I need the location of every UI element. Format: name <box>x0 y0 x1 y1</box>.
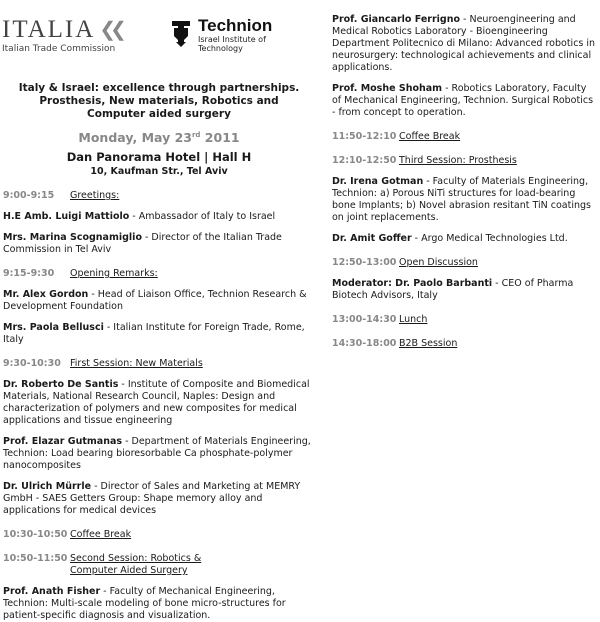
session-time: 11:50-12:10 <box>332 131 397 142</box>
speaker-entry <box>0 322 318 346</box>
speaker-description: - Faculty of Materials Engineering, Technion: a) Porous NiTi structures for load-bearing bone Implants; b) Novel abrasion resitant TiN coatings on joint replacements. <box>332 176 591 223</box>
session-title: First Session: New Materials <box>70 358 203 369</box>
speaker-description: - Director of the Italian Trade Commission in Tel Aviv <box>3 232 282 255</box>
speaker-name: H.E Amb. Luigi Mattiolo <box>3 211 130 222</box>
session-title: Third Session: Prosthesis <box>399 155 517 166</box>
speaker-entry <box>0 289 318 313</box>
session-time: 12:10-12:50 <box>332 155 397 166</box>
event-date: Monday, May 23rd 2011 <box>78 130 240 145</box>
session-robotics <box>0 553 318 577</box>
session-b2b <box>332 338 600 350</box>
event-address: 10, Kaufman Str., Tel Aviv <box>90 166 228 177</box>
speaker-name: Prof. Giancarlo Ferrigno <box>332 14 461 25</box>
speaker-name: Dr. Amit Goffer <box>332 233 412 244</box>
session-open-discussion <box>332 257 600 269</box>
speaker-description: - Director of Sales and Marketing at MEMRY GmbH - SAES Getters Group: Shape memory alloy and applications for medical devices <box>3 481 301 516</box>
session-coffee-break <box>332 131 600 143</box>
session-prosthesis <box>332 155 600 167</box>
session-title: Coffee Break <box>399 131 461 142</box>
italia-logo-subtitle: Italian Trade Commission <box>2 44 116 54</box>
session-time: 9:30-10:30 <box>3 358 61 369</box>
speaker-description: - Robotics Laboratory, Faculty of Mechanical Engineering, Technion. Surgical Robotics - from concept to operation. <box>332 83 594 118</box>
speaker-name: Mrs. Marina Scognamiglio <box>3 232 142 243</box>
speaker-description: - Head of Liaison Office, Technion Research & Development Foundation <box>3 289 307 312</box>
speaker-entry <box>332 176 600 224</box>
session-lunch <box>332 314 600 326</box>
speaker-entry <box>332 14 600 74</box>
speaker-name: Prof. Moshe Shoham <box>332 83 443 94</box>
session-title: Opening Remarks: <box>70 268 158 279</box>
speaker-description: - Ambassador of Italy to Israel <box>129 211 276 222</box>
event-venue: Dan Panorama Hotel | Hall H <box>66 150 252 164</box>
technion-emblem-icon <box>170 18 192 48</box>
speaker-entry <box>0 586 318 622</box>
speaker-description: - Faculty of Mechanical Engineering, Technion: Multi-scale modeling of bone micro-structures for patient-specific diagnosis and visualization. <box>3 586 286 621</box>
speaker-name: Mrs. Paola Bellusci <box>3 322 104 333</box>
speaker-description: - Neuroengineering and Medical Robotics Laboratory - Bioengineering Department Politecnico di Milano: Advanced robotics in neurosurgery: technological achievements and clinical applications. <box>332 14 596 73</box>
speaker-description: - Italian Institute for Foreign Trade, Rome, Italy <box>3 322 305 345</box>
session-title: Open Discussion <box>399 257 478 268</box>
session-time: 9:00-9:15 <box>3 190 55 201</box>
session-new-materials <box>0 358 318 370</box>
speaker-entry <box>0 232 318 256</box>
session-title: Second Session: Robotics & Computer Aided Surgery <box>70 553 202 576</box>
double-chevron-icon: ❮❮ <box>99 19 121 41</box>
speaker-name: Dr. Ulrich Mürrle <box>3 481 92 492</box>
speaker-entry <box>332 83 600 119</box>
session-time: 10:50-11:50 <box>3 553 68 564</box>
session-time: 10:30-10:50 <box>3 529 68 540</box>
session-title: B2B Session <box>399 338 458 349</box>
speaker-entry <box>0 211 318 223</box>
speaker-entry <box>0 436 318 472</box>
session-title: Greetings: <box>70 190 120 201</box>
speaker-description: - Argo Medical Technologies Ltd. <box>411 233 568 244</box>
session-opening-remarks <box>0 268 318 280</box>
speaker-name: Mr. Alex Gordon <box>3 289 89 300</box>
speaker-entry <box>0 481 318 517</box>
speaker-name: Prof. Elazar Gutmanas <box>3 436 123 447</box>
speaker-description: - Department of Materials Engineering, Technion: Load bearing bioresorbable Ca phosphate-polymer nanocomposites <box>3 436 311 471</box>
speaker-entry <box>332 233 600 245</box>
right-column <box>332 6 600 350</box>
speaker-entry <box>0 379 318 427</box>
session-greetings <box>0 190 318 202</box>
speaker-name: Prof. Anath Fisher <box>3 586 101 597</box>
session-title: Coffee Break <box>70 529 132 540</box>
speaker-description: - CEO of Pharma Biotech Advisors, Italy <box>332 278 574 301</box>
speaker-entry <box>332 278 600 302</box>
technion-logo-subtitle: Israel Institute of Technology <box>198 35 266 53</box>
italia-logo <box>2 18 121 54</box>
speaker-name: Dr. Roberto De Santis <box>3 379 119 390</box>
session-time: 13:00-14:30 <box>332 314 397 325</box>
session-time: 12:50-13:00 <box>332 257 397 268</box>
speaker-name: Dr. Irena Gotman <box>332 176 424 187</box>
technion-logo-name: Technion <box>198 16 273 35</box>
session-title: Lunch <box>399 314 428 325</box>
speaker-name: Moderator: Dr. Paolo Barbanti <box>332 278 493 289</box>
italia-logo-text: ITALIA <box>2 16 96 43</box>
event-headline: Italy & Israel: excellence through partnerships. Prosthesis, New materials, Robotics and Computer aided surgery <box>18 82 300 120</box>
session-time: 9:15-9:30 <box>3 268 55 279</box>
session-coffee-break <box>0 529 318 541</box>
session-time: 14:30-18:00 <box>332 338 397 349</box>
speaker-description: - Institute of Composite and Biomedical Materials, National Research Council, Naples: Design and characterization of polymers and new composites for medical applications and tissue engineering <box>3 379 310 426</box>
logo-bar <box>0 0 318 62</box>
